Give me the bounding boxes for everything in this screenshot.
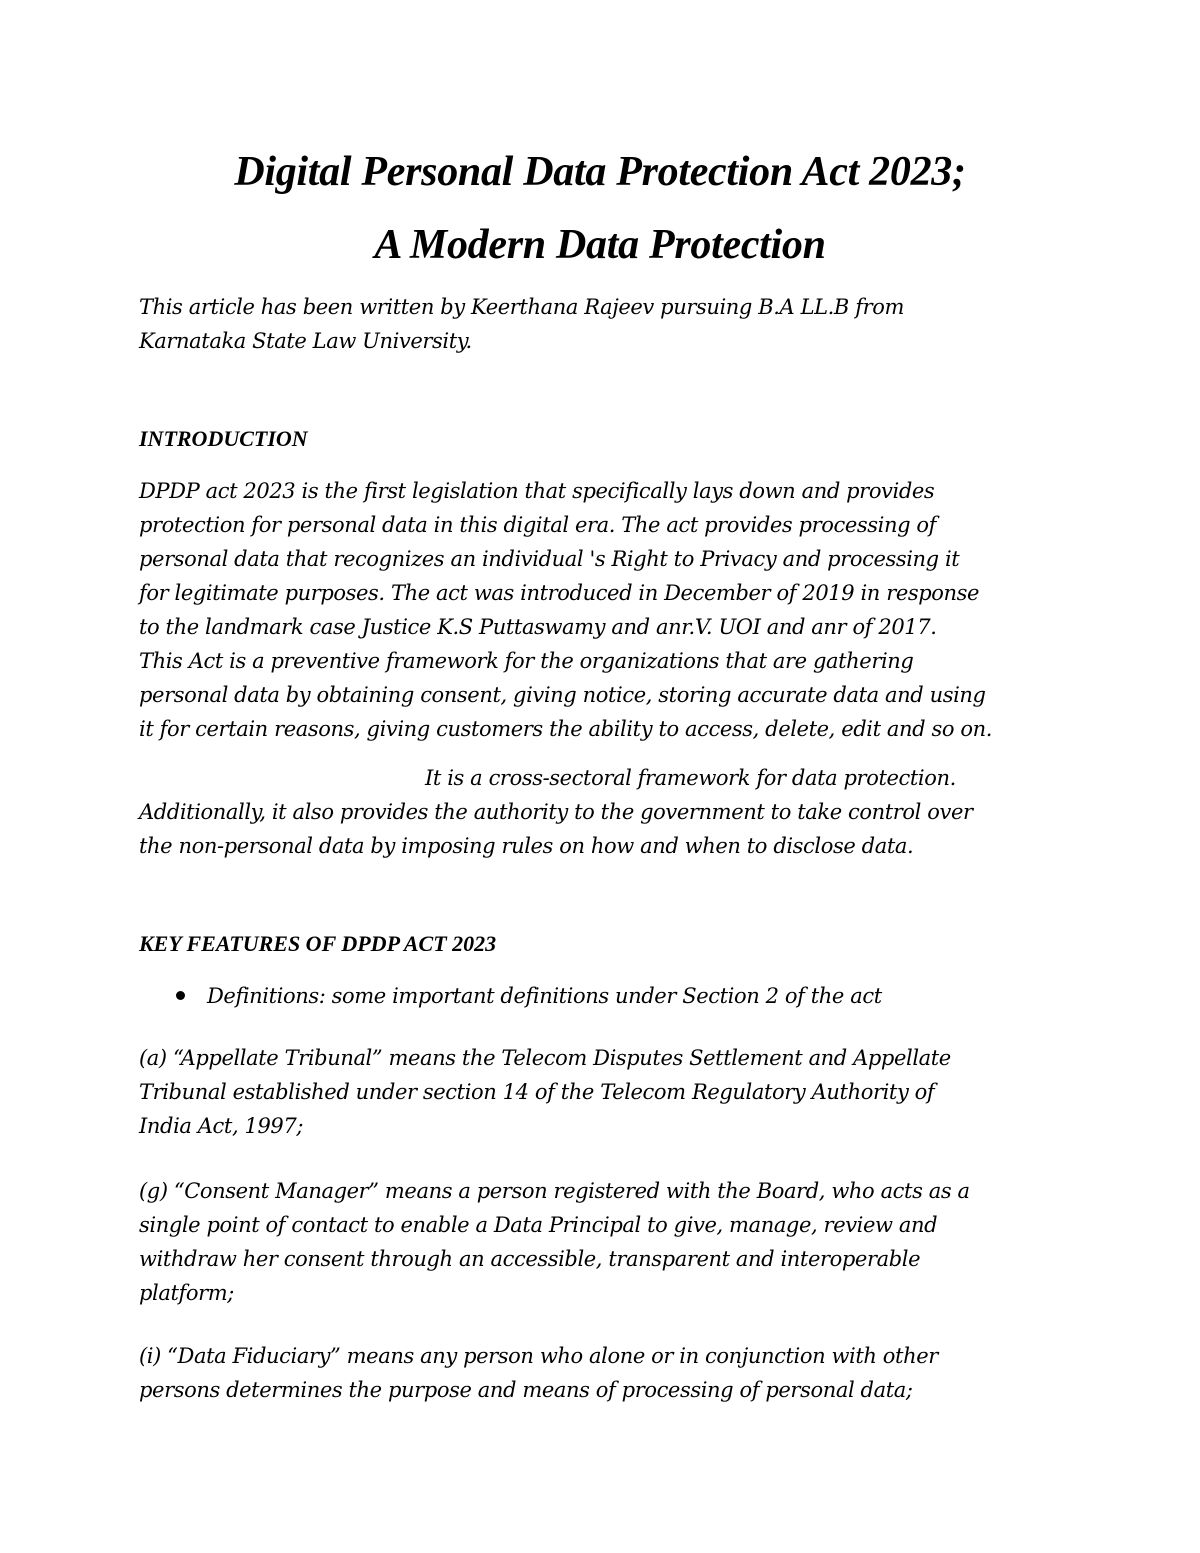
definition-line: (i) “Data Fiduciary” means any person who alone or in conjunction with other [139,1344,938,1368]
definition-line: Tribunal established under section 14 of the Telecom Regulatory Authority of [139,1080,935,1104]
paragraph-line: Additionally, it also provides the authority to the government to take control over [139,800,973,824]
paragraph-line: protection for personal data in this digital era. The act provides processing of [139,513,936,537]
paragraph-line: personal data that recognizes an individual 's Right to Privacy and processing it [139,547,960,571]
document-title-line-2: A Modern Data Protection [374,222,826,268]
key-features-heading: KEY FEATURES OF DPDP ACT 2023 [139,931,497,956]
paragraph-line: This Act is a preventive framework for the organizations that are gathering [139,649,914,673]
introduction-paragraph-2 [139,761,1069,863]
definition-consent-manager [139,1174,1069,1310]
paragraph-line: personal data by obtaining consent, giving notice, storing accurate data and using [139,683,986,707]
introduction-paragraph [139,474,1069,746]
byline-line: This article has been written by Keerthana Rajeev pursuing B.A LL.B from [139,295,905,319]
definition-line: single point of contact to enable a Data Principal to give, manage, review and [139,1213,938,1237]
paragraph-line: for legitimate purposes. The act was introduced in December of 2019 in response [139,581,980,605]
definition-line: (g) “Consent Manager” means a person registered with the Board, who acts as a [139,1179,970,1203]
definition-line: (a) “Appellate Tribunal” means the Telecom Disputes Settlement and Appellate [139,1046,951,1070]
definition-data-fiduciary [139,1339,1069,1407]
paragraph-line: to the landmark case Justice K.S Puttaswamy and anr.V. UOI and anr of 2017. [139,615,937,639]
author-byline [139,290,1069,358]
document-title-line-1: Digital Personal Data Protection Act 2023; [234,149,966,195]
definition-line: platform; [139,1281,234,1305]
byline-line: Karnataka State Law University. [139,329,472,353]
paragraph-line: it for certain reasons, giving customers the ability to access, delete, edit and so on. [139,717,993,741]
definitions-bullet [176,979,882,1013]
bullet-icon [176,991,185,1000]
paragraph-line: the non-personal data by imposing rules on how and when to disclose data. [139,834,914,858]
paragraph-line: DPDP act 2023 is the first legislation that specifically lays down and provides [139,479,935,503]
paragraph-line: It is a cross-sectoral framework for data protection. [425,766,956,790]
bullet-text: Definitions: some important definitions under Section 2 of the act [207,984,882,1008]
definition-line: persons determines the purpose and means of processing of personal data; [139,1378,913,1402]
definition-line: withdraw her consent through an accessible, transparent and interoperable [139,1247,921,1271]
introduction-heading: INTRODUCTION [139,426,308,451]
definition-line: India Act, 1997; [139,1114,304,1138]
definition-appellate-tribunal [139,1041,1069,1143]
